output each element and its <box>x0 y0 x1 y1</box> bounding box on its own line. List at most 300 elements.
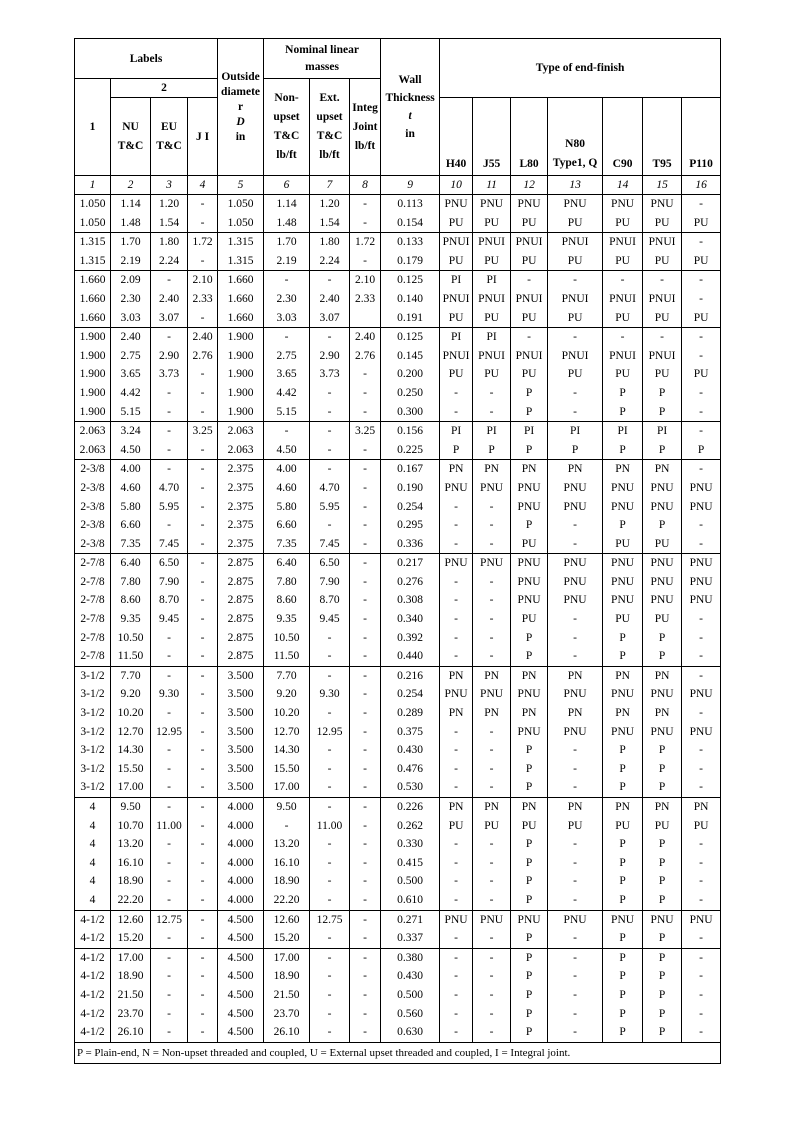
table-cell: P <box>511 986 548 1005</box>
table-cell: P <box>603 1023 643 1042</box>
table-row <box>75 948 721 967</box>
table-row <box>75 986 721 1005</box>
table-cell: 7.80 <box>111 573 151 592</box>
non-upset-header: Non- upset T&C lb/ft <box>264 79 310 176</box>
table-cell: - <box>473 854 511 873</box>
table-cell: 10.20 <box>111 704 151 723</box>
table-cell: P <box>511 441 548 460</box>
table-cell: - <box>440 573 473 592</box>
table-cell: PU <box>511 817 548 836</box>
table-cell: 1.900 <box>218 347 264 366</box>
table-cell: PNU <box>682 591 721 610</box>
table-cell: - <box>350 554 381 573</box>
table-cell: 2.30 <box>111 290 151 309</box>
table-cell: 2.90 <box>151 347 188 366</box>
table-cell: - <box>310 854 350 873</box>
table-cell: PNU <box>473 910 511 929</box>
table-cell: PI <box>473 271 511 290</box>
table-cell: PN <box>440 460 473 479</box>
table-cell: 7.45 <box>310 535 350 554</box>
table-cell: 1.70 <box>111 233 151 252</box>
table-cell: - <box>310 929 350 948</box>
table-cell: P <box>643 778 682 797</box>
table-cell: P <box>603 741 643 760</box>
table-cell: 3-1/2 <box>75 760 111 779</box>
table-cell: 0.476 <box>381 760 440 779</box>
table-cell: - <box>440 535 473 554</box>
table-cell: 16.10 <box>111 854 151 873</box>
table-row <box>75 854 721 873</box>
table-cell: - <box>310 967 350 986</box>
table-cell: PI <box>548 422 603 441</box>
table-cell: PU <box>440 365 473 384</box>
table-cell: - <box>440 610 473 629</box>
table-cell: 2.09 <box>111 271 151 290</box>
table-cell: P <box>511 760 548 779</box>
table-cell: - <box>188 910 218 929</box>
table-cell: 1.72 <box>188 233 218 252</box>
table-cell: - <box>350 403 381 422</box>
table-cell: P <box>643 741 682 760</box>
table-cell: 1.660 <box>75 309 111 328</box>
table-cell: 2.19 <box>264 252 310 271</box>
table-cell: 3.03 <box>111 309 151 328</box>
table-cell: 17.00 <box>111 948 151 967</box>
table-cell: 4-1/2 <box>75 1005 111 1024</box>
table-cell: PN <box>440 798 473 817</box>
table-cell: PNU <box>511 479 548 498</box>
table-cell: 4-1/2 <box>75 967 111 986</box>
table-cell: 7.35 <box>264 535 310 554</box>
table-cell: - <box>548 516 603 535</box>
table-cell: 0.375 <box>381 723 440 742</box>
table-cell: - <box>440 835 473 854</box>
table-cell: PN <box>603 666 643 685</box>
table-cell: - <box>350 441 381 460</box>
table-cell: PNU <box>548 479 603 498</box>
table-cell: 4-1/2 <box>75 910 111 929</box>
table-cell: 1.660 <box>218 290 264 309</box>
table-cell: PNU <box>511 195 548 214</box>
table-cell: PU <box>511 309 548 328</box>
table-cell: P <box>511 741 548 760</box>
table-cell: - <box>188 498 218 517</box>
table-cell: 3-1/2 <box>75 741 111 760</box>
table-cell: - <box>350 1023 381 1042</box>
table-cell: - <box>473 403 511 422</box>
table-cell: 9.50 <box>264 798 310 817</box>
table-cell: PNU <box>682 573 721 592</box>
table-row <box>75 929 721 948</box>
table-cell: P <box>511 403 548 422</box>
table-cell: - <box>188 817 218 836</box>
table-cell: 18.90 <box>264 872 310 891</box>
row-group <box>75 195 721 233</box>
ji-header: J I <box>188 98 218 176</box>
table-cell: P <box>511 647 548 666</box>
table-cell: - <box>151 1023 188 1042</box>
table-row <box>75 195 721 214</box>
table-cell: PU <box>643 817 682 836</box>
table-cell: - <box>151 666 188 685</box>
table-cell: PNU <box>682 910 721 929</box>
table-cell: 0.610 <box>381 891 440 910</box>
table-cell: 1.14 <box>264 195 310 214</box>
table-cell: - <box>310 704 350 723</box>
table-cell: 11.00 <box>151 817 188 836</box>
table-cell: 0.113 <box>381 195 440 214</box>
table-cell: - <box>350 384 381 403</box>
table-cell: - <box>440 498 473 517</box>
table-cell <box>350 309 381 328</box>
table-cell: - <box>310 328 350 347</box>
table-cell: 4.500 <box>218 1005 264 1024</box>
table-cell: - <box>682 629 721 648</box>
table-cell: P <box>603 516 643 535</box>
table-row <box>75 252 721 271</box>
table-cell: 1.315 <box>75 233 111 252</box>
table-cell: - <box>440 778 473 797</box>
table-cell: PNUI <box>603 290 643 309</box>
table-cell: - <box>682 535 721 554</box>
table-cell: 3.73 <box>310 365 350 384</box>
table-cell: PU <box>643 252 682 271</box>
table-cell: 1.54 <box>151 214 188 233</box>
table-row <box>75 365 721 384</box>
table-cell: - <box>310 1005 350 1024</box>
table-cell: - <box>188 403 218 422</box>
table-cell: 0.191 <box>381 309 440 328</box>
table-cell: 1.050 <box>75 195 111 214</box>
table-row <box>75 573 721 592</box>
table-cell: PNUI <box>440 290 473 309</box>
table-cell: 9.50 <box>111 798 151 817</box>
table-cell: PNU <box>511 498 548 517</box>
table-cell: 9.45 <box>151 610 188 629</box>
table-cell: - <box>682 195 721 214</box>
table-cell: 3-1/2 <box>75 778 111 797</box>
table-cell: - <box>188 460 218 479</box>
table-cell: 0.262 <box>381 817 440 836</box>
table-cell: P <box>643 516 682 535</box>
table-cell: PNU <box>440 685 473 704</box>
row-group <box>75 910 721 948</box>
table-cell: - <box>350 498 381 517</box>
table-cell: P <box>643 441 682 460</box>
table-cell: 4-1/2 <box>75 986 111 1005</box>
table-cell: 2.875 <box>218 610 264 629</box>
row-group <box>75 233 721 271</box>
table-cell: 12.75 <box>310 910 350 929</box>
table-cell: PNU <box>603 498 643 517</box>
table-cell: - <box>350 666 381 685</box>
table-cell: - <box>350 591 381 610</box>
table-cell: PNU <box>603 195 643 214</box>
table-cell: - <box>188 647 218 666</box>
table-cell: PU <box>548 309 603 328</box>
table-cell: PU <box>548 365 603 384</box>
table-cell: - <box>188 854 218 873</box>
table-cell: PI <box>440 328 473 347</box>
table-cell: 0.308 <box>381 591 440 610</box>
table-cell: - <box>350 535 381 554</box>
table-cell: 1.900 <box>75 384 111 403</box>
table-cell: - <box>350 1005 381 1024</box>
table-cell: 1.14 <box>111 195 151 214</box>
table-cell: - <box>440 723 473 742</box>
table-cell: - <box>188 741 218 760</box>
table-cell: P <box>643 629 682 648</box>
table-cell: PU <box>603 535 643 554</box>
table-cell: P <box>643 967 682 986</box>
table-cell: PNU <box>643 573 682 592</box>
table-cell: 4.00 <box>264 460 310 479</box>
table-cell: - <box>440 741 473 760</box>
table-cell: - <box>473 591 511 610</box>
table-cell: P <box>643 1023 682 1042</box>
table-cell: PNU <box>603 573 643 592</box>
table-cell: 2.10 <box>350 271 381 290</box>
table-cell: 0.330 <box>381 835 440 854</box>
table-cell: - <box>151 835 188 854</box>
table-cell: PU <box>511 610 548 629</box>
table-cell: - <box>473 516 511 535</box>
row-group <box>75 422 721 460</box>
table-cell: PN <box>548 798 603 817</box>
table-cell: PNUI <box>440 347 473 366</box>
table-cell: 2-7/8 <box>75 610 111 629</box>
table-cell: - <box>440 1005 473 1024</box>
footnote: P = Plain-end, N = Non-upset threaded and coupled, U = External upset threaded and coupled, I = Integral joint. <box>75 1042 721 1063</box>
table-cell: PN <box>473 666 511 685</box>
table-cell: 1.48 <box>264 214 310 233</box>
table-row <box>75 422 721 441</box>
table-cell: 26.10 <box>111 1023 151 1042</box>
table-cell: 2.30 <box>264 290 310 309</box>
table-cell: 1.660 <box>75 271 111 290</box>
table-cell: PNU <box>603 479 643 498</box>
table-cell: PNUI <box>548 233 603 252</box>
table-row <box>75 535 721 554</box>
table-cell: 0.295 <box>381 516 440 535</box>
table-row <box>75 835 721 854</box>
table-cell: PNUI <box>511 290 548 309</box>
table-cell: PU <box>511 252 548 271</box>
table-cell: P <box>603 948 643 967</box>
table-cell: PNUI <box>511 233 548 252</box>
table-row <box>75 591 721 610</box>
table-cell: PN <box>682 798 721 817</box>
table-cell: - <box>151 891 188 910</box>
table-cell: PNU <box>682 498 721 517</box>
table-cell: P <box>643 854 682 873</box>
table-cell: PI <box>643 422 682 441</box>
table-cell: - <box>440 1023 473 1042</box>
table-cell: - <box>548 328 603 347</box>
column-number-row: 1 2 3 4 5 6 7 8 9 10 11 12 13 14 15 16 <box>75 176 721 195</box>
table-cell: 0.254 <box>381 685 440 704</box>
table-cell: 0.226 <box>381 798 440 817</box>
table-cell: PU <box>603 309 643 328</box>
table-cell: PNU <box>643 195 682 214</box>
table-cell: 15.50 <box>111 760 151 779</box>
table-cell: 5.15 <box>111 403 151 422</box>
table-cell: 7.90 <box>151 573 188 592</box>
grade-p110: P110 <box>682 98 721 176</box>
table-cell: PU <box>440 214 473 233</box>
table-cell: - <box>310 384 350 403</box>
table-cell: 1.050 <box>218 214 264 233</box>
table-cell: PU <box>603 252 643 271</box>
table-cell: 0.500 <box>381 986 440 1005</box>
table-cell: - <box>350 214 381 233</box>
table-cell: P <box>511 835 548 854</box>
table-cell: PNU <box>643 685 682 704</box>
table-cell: - <box>151 986 188 1005</box>
table-cell: 12.60 <box>264 910 310 929</box>
table-cell: 2-7/8 <box>75 647 111 666</box>
table-cell: - <box>548 854 603 873</box>
table-cell: - <box>151 704 188 723</box>
table-cell: - <box>682 967 721 986</box>
table-cell: - <box>188 685 218 704</box>
table-cell: 2.10 <box>188 271 218 290</box>
table-cell: 3.07 <box>151 309 188 328</box>
table-cell: PNUI <box>603 347 643 366</box>
table-cell: 1.48 <box>111 214 151 233</box>
table-cell: 0.225 <box>381 441 440 460</box>
table-cell: - <box>473 967 511 986</box>
table-cell: PN <box>603 704 643 723</box>
table-cell: 1.660 <box>75 290 111 309</box>
table-cell: - <box>682 290 721 309</box>
table-cell: - <box>188 967 218 986</box>
row-group <box>75 460 721 554</box>
table-cell: 3.03 <box>264 309 310 328</box>
table-cell: P <box>511 1005 548 1024</box>
table-cell: PNU <box>643 479 682 498</box>
table-cell: 2.375 <box>218 516 264 535</box>
table-cell: PU <box>603 817 643 836</box>
table-cell: - <box>440 591 473 610</box>
table-cell: - <box>603 271 643 290</box>
table-cell: P <box>603 967 643 986</box>
table-cell: - <box>548 535 603 554</box>
table-cell: 4.42 <box>111 384 151 403</box>
table-cell: PU <box>548 214 603 233</box>
table-cell: 18.90 <box>264 967 310 986</box>
table-cell: - <box>151 872 188 891</box>
table-cell: 1.050 <box>218 195 264 214</box>
table-cell: - <box>188 872 218 891</box>
table-cell: PN <box>473 704 511 723</box>
table-cell: 2.40 <box>310 290 350 309</box>
outside-diameter-header: Outside diamete r D in <box>218 39 264 176</box>
table-cell: PU <box>643 535 682 554</box>
table-cell: PNU <box>603 591 643 610</box>
table-cell: 2.063 <box>218 422 264 441</box>
table-cell: PU <box>682 817 721 836</box>
table-cell: 0.156 <box>381 422 440 441</box>
table-cell: 15.20 <box>111 929 151 948</box>
table-cell: 0.336 <box>381 535 440 554</box>
table-cell: 2.40 <box>188 328 218 347</box>
table-cell: 3-1/2 <box>75 723 111 742</box>
table-cell: - <box>310 629 350 648</box>
table-cell: PU <box>603 214 643 233</box>
table-cell: - <box>350 929 381 948</box>
table-cell: - <box>188 948 218 967</box>
table-cell: PU <box>473 309 511 328</box>
table-cell: PN <box>548 704 603 723</box>
table-cell: 4.000 <box>218 891 264 910</box>
table-cell: 0.179 <box>381 252 440 271</box>
table-cell: 4.42 <box>264 384 310 403</box>
table-row <box>75 214 721 233</box>
table-cell: 2-7/8 <box>75 591 111 610</box>
table-cell: P <box>643 760 682 779</box>
table-cell: PI <box>511 422 548 441</box>
table-cell: 4.70 <box>310 479 350 498</box>
table-cell: 0.271 <box>381 910 440 929</box>
grade-t95: T95 <box>643 98 682 176</box>
table-cell: - <box>310 891 350 910</box>
table-cell: - <box>548 948 603 967</box>
table-cell: - <box>440 967 473 986</box>
table-cell: - <box>310 835 350 854</box>
table-cell: PN <box>440 704 473 723</box>
table-cell: 9.30 <box>151 685 188 704</box>
table-cell: - <box>264 271 310 290</box>
table-cell: 4-1/2 <box>75 929 111 948</box>
table-cell: 18.90 <box>111 872 151 891</box>
table-cell: 1.660 <box>218 271 264 290</box>
table-cell: P <box>643 403 682 422</box>
table-cell: 2-3/8 <box>75 479 111 498</box>
table-cell: 2.063 <box>218 441 264 460</box>
table-cell: - <box>473 872 511 891</box>
table-cell: PN <box>643 704 682 723</box>
table-cell: - <box>188 891 218 910</box>
table-cell: PN <box>643 460 682 479</box>
table-cell: 12.95 <box>151 723 188 742</box>
table-cell: 0.337 <box>381 929 440 948</box>
table-cell: - <box>682 704 721 723</box>
table-cell: 2.40 <box>151 290 188 309</box>
table-cell: - <box>350 479 381 498</box>
table-cell: - <box>310 647 350 666</box>
table-cell: 0.133 <box>381 233 440 252</box>
table-row <box>75 610 721 629</box>
table-cell: - <box>350 741 381 760</box>
table-cell: - <box>151 647 188 666</box>
table-cell: 0.340 <box>381 610 440 629</box>
table-cell: - <box>151 1005 188 1024</box>
table-cell: 0.430 <box>381 967 440 986</box>
table-cell: 14.30 <box>111 741 151 760</box>
table-cell: 15.20 <box>264 929 310 948</box>
table-cell: - <box>350 704 381 723</box>
table-cell: 2.375 <box>218 479 264 498</box>
table-cell: 3.73 <box>151 365 188 384</box>
table-cell: 1.900 <box>75 403 111 422</box>
table-cell: P <box>511 778 548 797</box>
table-cell: - <box>151 948 188 967</box>
table-cell: 3.25 <box>350 422 381 441</box>
table-cell: 3-1/2 <box>75 685 111 704</box>
table-cell: - <box>151 271 188 290</box>
table-cell: - <box>151 516 188 535</box>
